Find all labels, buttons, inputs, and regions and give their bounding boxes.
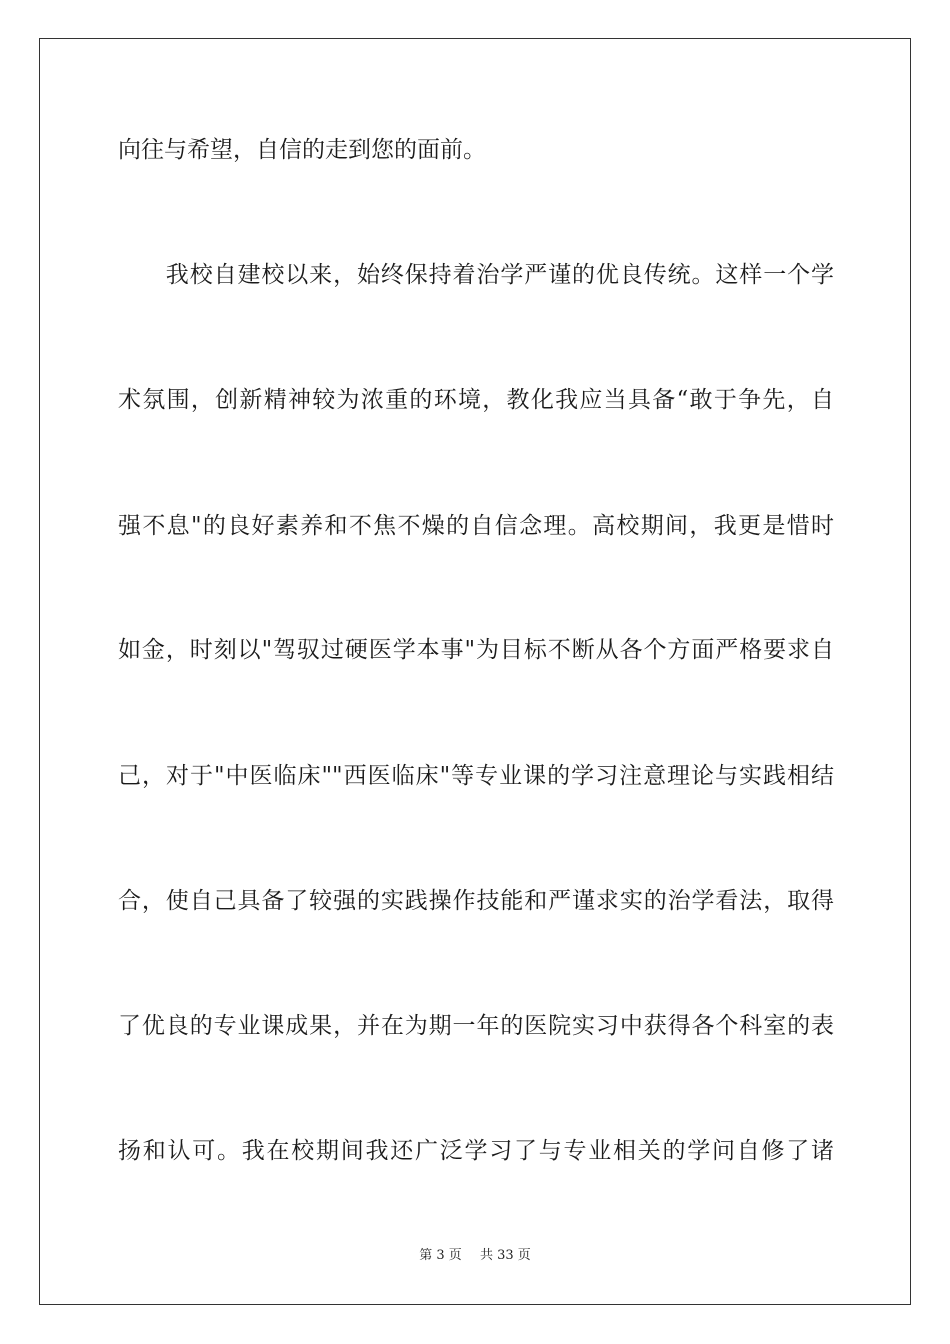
page-number: 第 3 页: [419, 1248, 462, 1263]
body-line-1: 向往与希望，自信的走到您的面前。: [118, 137, 486, 163]
body-line-2: 我校自建校以来，始终保持着治学严谨的优良传统。这样一个学: [118, 262, 834, 288]
body-line-9: 扬和认可。我在校期间我还广泛学习了与专业相关的学问自修了诸: [118, 1138, 834, 1164]
body-line-4: 强不息"的良好素养和不焦不燥的自信念理。高校期间，我更是惜时: [118, 513, 834, 539]
body-line-7: 合，使自己具备了较强的实践操作技能和严谨求实的治学看法，取得: [118, 888, 834, 914]
body-line-8: 了优良的专业课成果，并在为期一年的医院实习中获得各个科室的表: [118, 1013, 834, 1039]
page-border: [39, 38, 911, 1305]
page-total: 共 33 页: [479, 1248, 531, 1263]
page-footer: [0, 1246, 950, 1266]
body-line-6: 己，对于"中医临床""西医临床"等专业课的学习注意理论与实践相结: [118, 763, 834, 789]
body-line-5: 如金，时刻以"驾驭过硬医学本事"为目标不断从各个方面严格要求自: [118, 637, 834, 663]
body-line-3: 术氛围，创新精神较为浓重的环境，教化我应当具备“敢于争先，自: [118, 387, 834, 413]
